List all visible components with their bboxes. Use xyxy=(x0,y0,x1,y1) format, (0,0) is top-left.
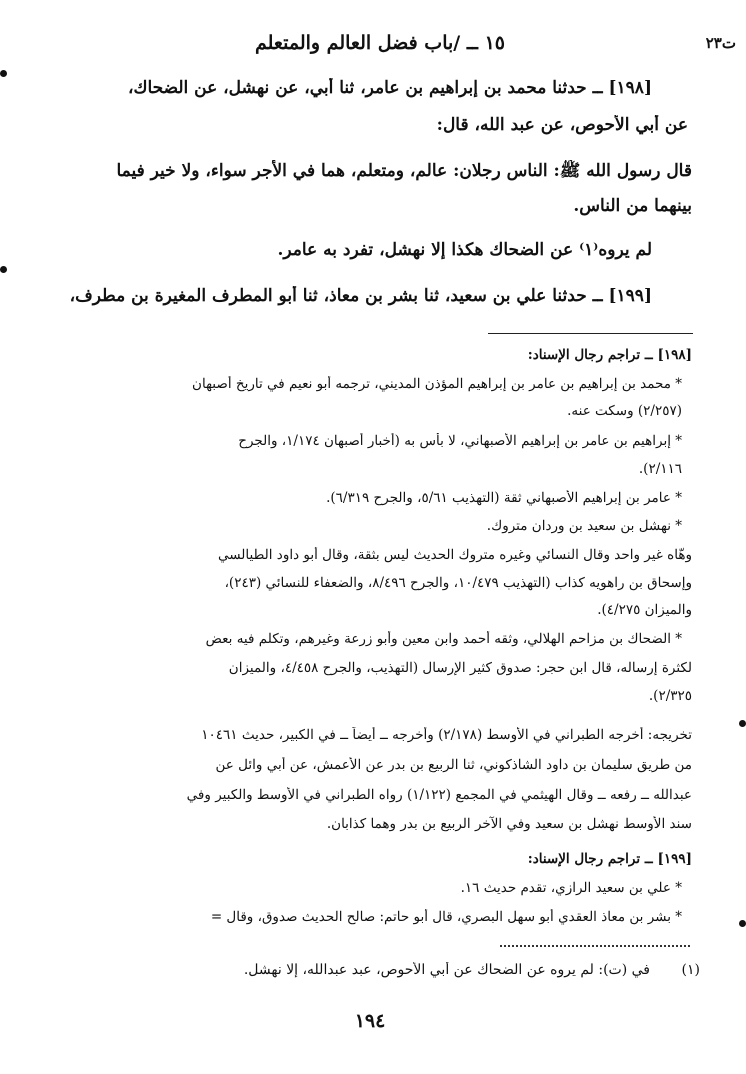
notes-line: والميزان ٤/٢٧٥). xyxy=(597,602,692,618)
notes-line: * علي بن سعيد الرازي، تقدم حديث ١٦. xyxy=(460,880,682,896)
takhrij-line: من طريق سليمان بن داود الشاذكوني، ثنا الربيع بن بدر عن الأعمش، عن أبي وائل عن xyxy=(215,757,692,773)
scan-edge-mark xyxy=(0,266,7,273)
notes-line: وإسحاق بن راهويه كذاب (التهذيب ١٠/٤٧٩، والجرح ٨/٤٩٦، والضعفاء للنسائي (٢٤٣)، xyxy=(224,575,692,591)
takhrij-line: عبدالله ــ رفعه ــ وقال الهيثمي في المجمع (١/١٢٢) رواه الطبراني في الأوسط والكبير وفي xyxy=(186,787,692,803)
scan-edge-mark xyxy=(739,720,746,727)
page-number: ١٩٤ xyxy=(354,1010,386,1032)
body-line: [١٩٨] ــ حدثنا محمد بن إبراهيم بن عامر، ثنا أبي، عن نهشل، عن الضحاك، xyxy=(127,78,652,98)
chapter-title: ١٥ ــ /باب فضل العالم والمتعلم xyxy=(255,32,505,54)
scan-edge-mark xyxy=(0,70,7,77)
body-line: عن أبي الأحوص، عن عبد الله، قال: xyxy=(436,115,688,135)
body-line: قال رسول الله ﷺ: الناس رجلان: عالم، ومتعلم، هما في الأجر سواء، ولا خير فيما xyxy=(116,161,692,181)
notes-line: (٢/٢٥٧) وسكت عنه. xyxy=(567,403,682,419)
notes-line: * إبراهيم بن عامر بن إبراهيم الأصبهاني، لا بأس به (أخبار أصبهان ١/١٧٤، والجرح xyxy=(238,433,682,449)
scan-edge-mark xyxy=(739,920,746,927)
notes-line: * عامر بن إبراهيم الأصبهاني ثقة (التهذيب ٥/٦١، والجرح ٦/٣١٩). xyxy=(326,490,682,506)
notes-separator xyxy=(488,333,693,334)
notes-line: ٢/١١٦). xyxy=(638,461,682,477)
notes-heading: [١٩٨] ــ تراجم رجال الإسناد: xyxy=(527,347,692,363)
notes-line: * بشر بن معاذ العقدي أبو سهل البصري، قال أبو حاتم: صالح الحديث صدوق، وقال = xyxy=(210,909,682,925)
notes-line: * الضحاك بن مزاحم الهلالي، وثقه أحمد وابن معين وأبو زرعة وغيرهم، وتكلم فيه بعض xyxy=(205,631,682,647)
body-line: [١٩٩] ــ حدثنا علي بن سعيد، ثنا بشر بن معاذ، ثنا أبو المطرف المغيرة بن مطرف، xyxy=(69,286,652,306)
footnote-separator xyxy=(500,945,690,947)
notes-line: وهّاه غير واحد وقال النسائي وغيره متروك الحديث ليس بثقة، وقال أبو داود الطيالسي xyxy=(217,547,692,563)
takhrij-line: تخريجه: أخرجه الطبراني في الأوسط (٢/١٧٨) وأخرجه ــ أيضاً ــ في الكبير، حديث ١٠٤٦١ xyxy=(201,727,692,743)
notes-heading: [١٩٩] ــ تراجم رجال الإسناد: xyxy=(527,851,692,867)
takhrij-line: سند الأوسط نهشل بن سعيد وفي الآخر الربيع بن بدر وهما كذابان. xyxy=(326,816,692,832)
body-line: لم يروه⁽١⁾ عن الضحاك هكذا إلا نهشل، تفرد به عامر. xyxy=(277,240,652,260)
notes-line: لكثرة إرساله، قال ابن حجر: صدوق كثير الإرسال (التهذيب، والجرح ٤/٤٥٨، والميزان xyxy=(228,660,692,676)
manuscript-code: ت٢٣ xyxy=(705,34,736,52)
notes-line: ٢/٣٢٥). xyxy=(648,688,692,704)
body-line: بينهما من الناس. xyxy=(573,196,692,216)
notes-line: * محمد بن إبراهيم بن عامر بن إبراهيم المؤذن المديني، ترجمه أبو نعيم في تاريخ أصبهان xyxy=(192,376,682,392)
footnote-text: في (ت): لم يروه عن الضحاك عن أبي الأحوص، عبد عبدالله، إلا نهشل. xyxy=(243,962,650,978)
footnote-number: (١) xyxy=(681,962,700,978)
notes-line: * نهشل بن سعيد بن وردان متروك. xyxy=(486,518,682,534)
